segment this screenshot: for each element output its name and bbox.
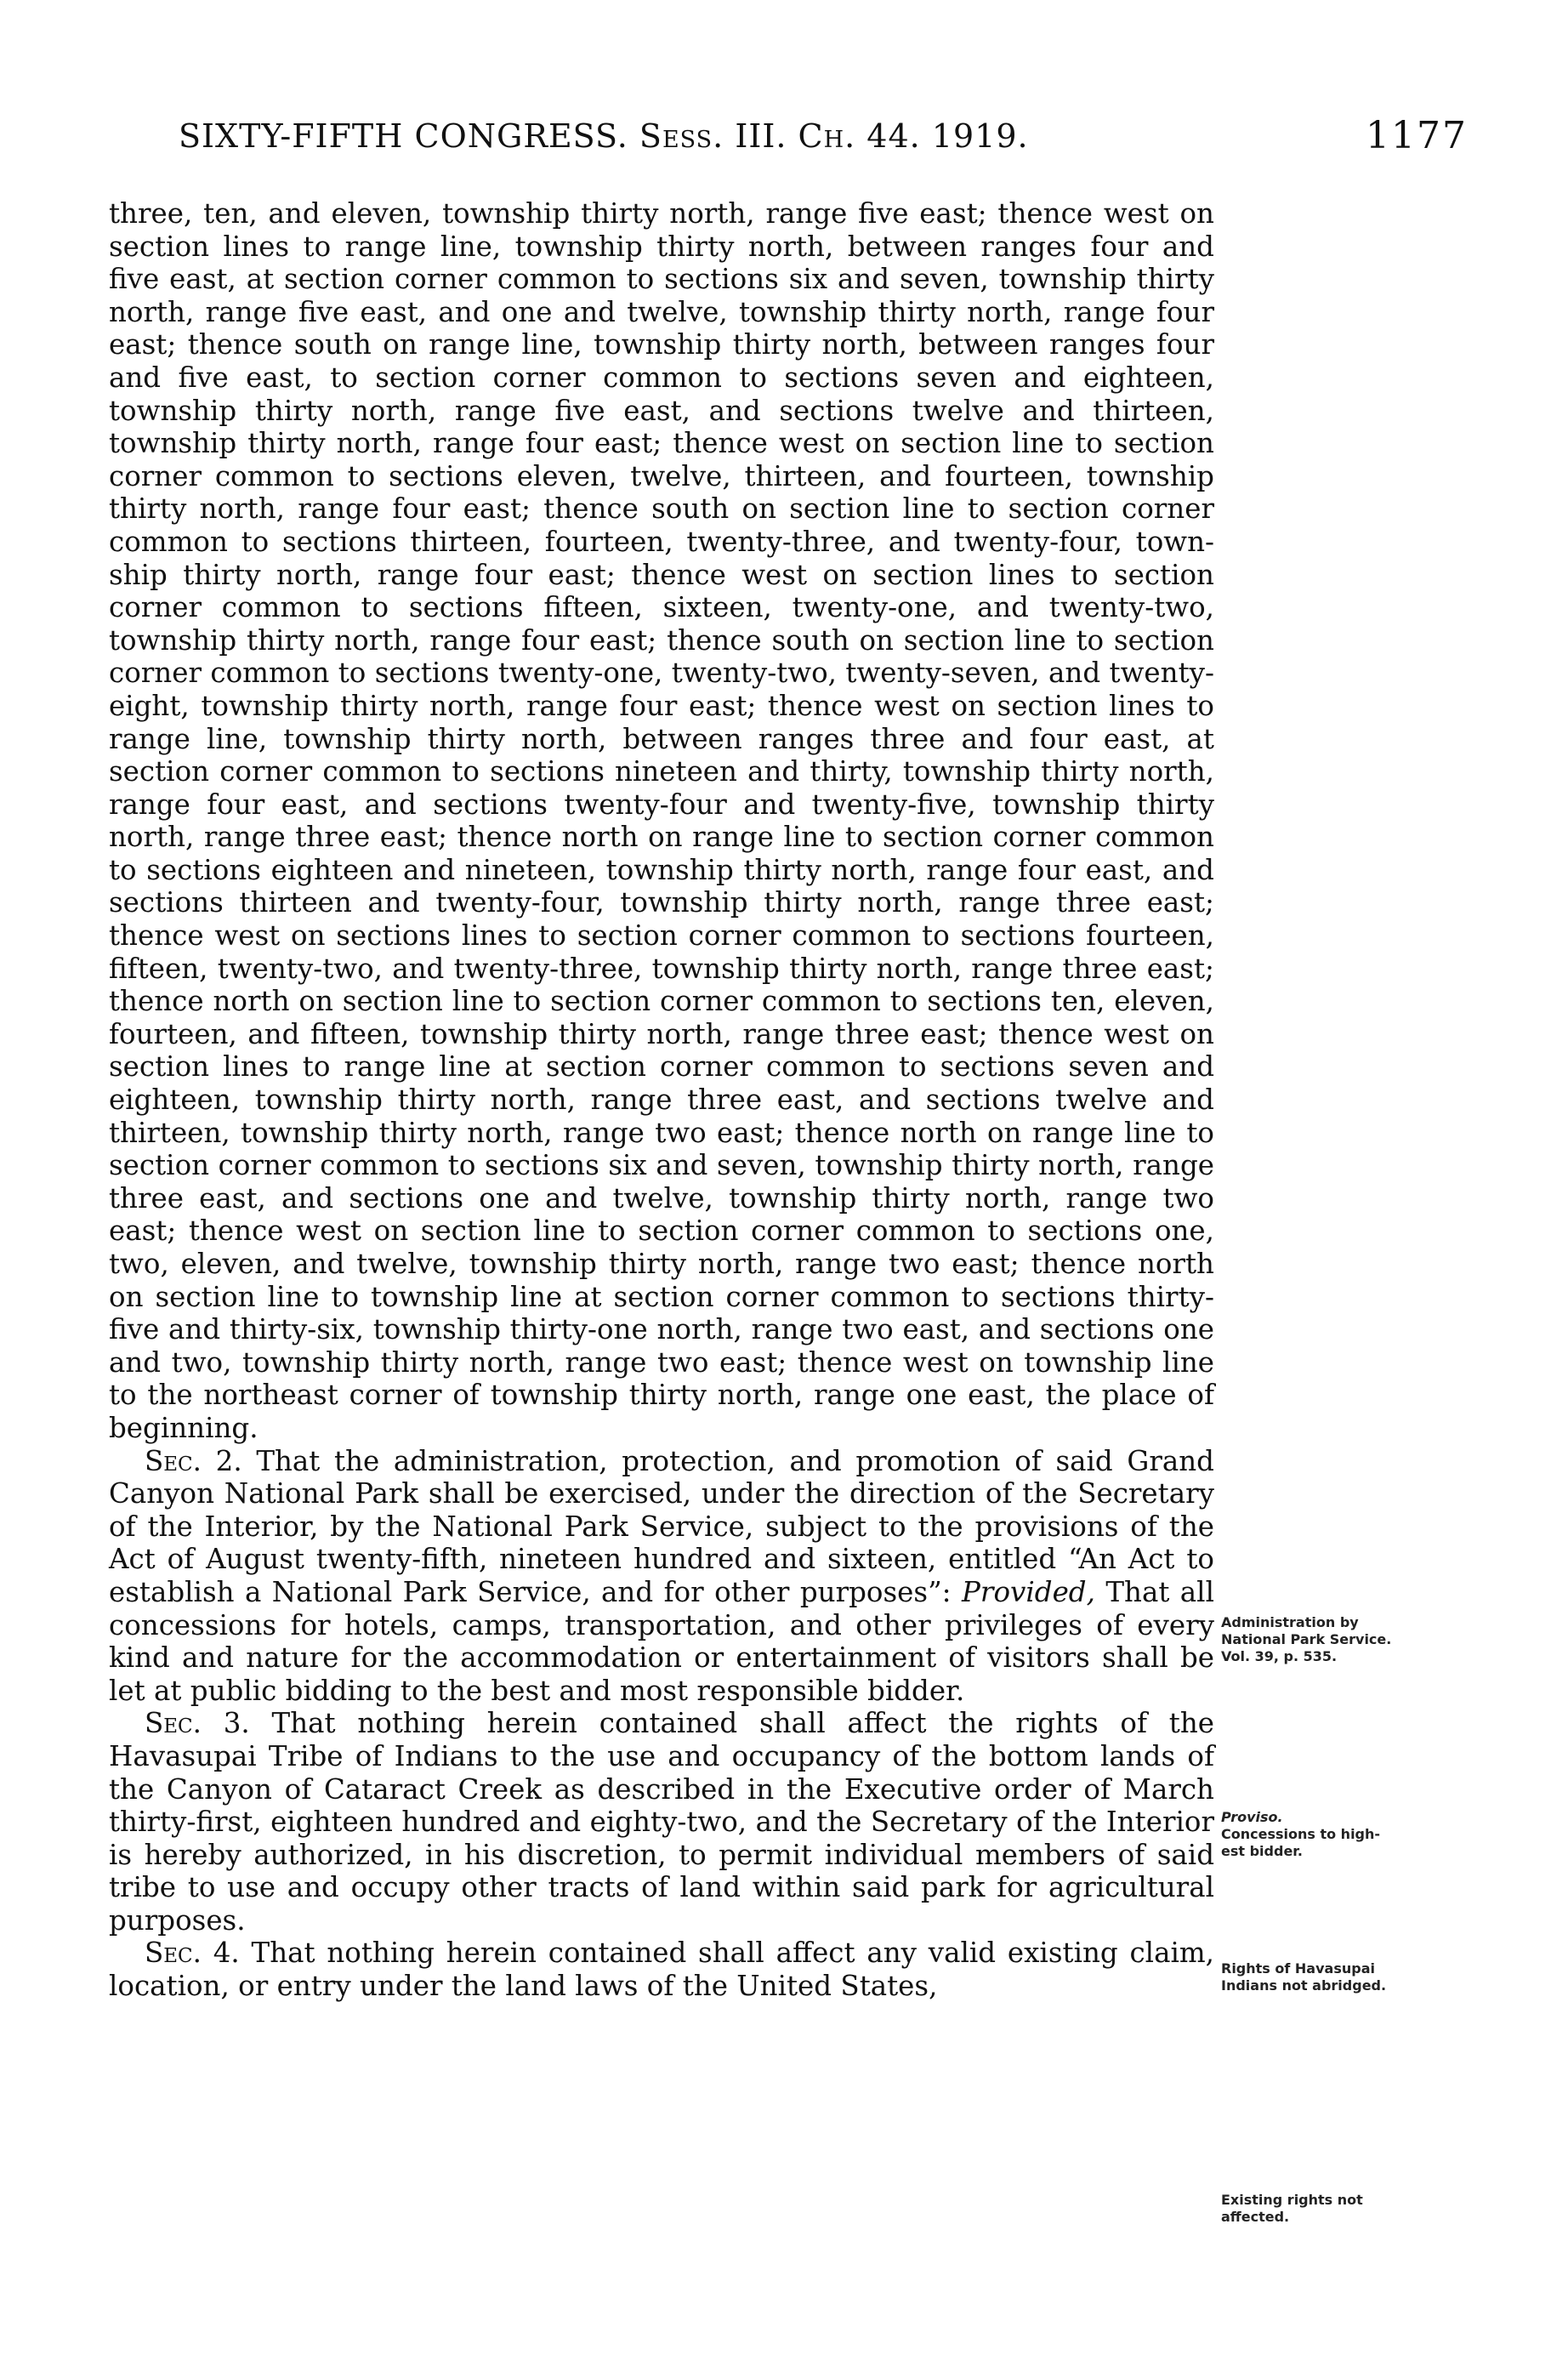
section-3-text: That nothing herein contained shall affect the rights of the Havasupai Tribe of Indians to the use and occupancy of the bottom lands of the Canyon of Cataract Creek as described in the Executive order of March thirty-first, eighteen hundred and eighty-two, and the Secretary of the Interior is hereby authorized, in his discretion, to permit individual members of said tribe to use and occupy other tracts of land within said park for agricultural purposes. [109,1707,1214,1937]
margin-note-havasupai [1221,1960,1459,1994]
margin-admin-line-2: National Park Service. [1221,1631,1392,1647]
header-chapter: Ch. 44. [798,117,921,155]
margin-havasupai-line-1: Rights of Havasupai [1221,1960,1375,1977]
section-2-proviso: Provided, [962,1575,1095,1608]
margin-note-proviso [1221,1809,1459,1860]
margin-note-administration [1221,1614,1459,1665]
margin-concessions-line-2: est bidder. [1221,1843,1303,1859]
margin-admin-line-3: Vol. 39, p. 535. [1221,1648,1338,1664]
section-2-paragraph [109,1445,1214,1708]
header-year: 1919. [931,117,1029,155]
margin-proviso: Proviso. [1221,1809,1283,1825]
header-congress: SIXTY-FIFTH CONGRESS. [179,117,628,155]
margin-existing-line-1: Existing rights not [1221,2192,1363,2208]
section-3-label: Sec. 3. [145,1707,250,1740]
header-title [179,117,1029,155]
margin-note-existing-rights [1221,2192,1459,2226]
margin-concessions-line-1: Concessions to high- [1221,1826,1381,1842]
boundary-paragraph: three, ten, and eleven, township thirty north, range five east; thence west on section lines to range line, township thirty north, between ranges four and five east, at section corner common to sections six and seven, township thirty north, range five east, and one and twelve, township thirty north, range four east; thence south on range line, township thirty north, between ranges four and five east, to section corner common to sections seven and eighteen, township thirty north, range five east, and sections twelve and thirteen, township thirty north, range four east; thence west on section line to section corner common to sections eleven, twelve, thirteen, and fourteen, township thirty north, range four east; thence south on section line to section corner common to sections thirteen, fourteen, twenty-three, and twenty-four, township thirty north, range four east; thence west on section lines to section corner common to sections fifteen, sixteen, twenty-one, and twenty-two, township thirty north, range four east; thence south on section line to section corner common to sections twenty-one, twenty-two, twenty-seven, and twenty-eight, township thirty north, range four east; thence west on section lines to range line, township thirty north, between ranges three and four east, at section corner common to sections nineteen and thirty, township thirty north, range four east, and sections twenty-four and twenty-five, township thirty north, range three east; thence north on range line to section corner common to sections eighteen and nineteen, township thirty north, range four east, and sections thirteen and twenty-four, township thirty north, range three east; thence west on sections lines to section corner common to sections fourteen, fifteen, twenty-two, and twenty-three, township thirty north, range three east; thence north on section line to section corner common to sections ten, eleven, fourteen, and fifteen, township thirty north, range three east; thence west on section lines to range line at section corner common to sections seven and eighteen, township thirty north, range three east, and sections twelve and thirteen, township thirty north, range two east; thence north on range line to section corner common to sections six and seven, township thirty north, range three east, and sections one and twelve, township thirty north, range two east; thence west on section line to section corner common to sections one, two, eleven, and twelve, township thirty north, range two east; thence north on section line to township line at section corner common to sections thirty-five and thirty-six, township thirty-one north, range two east, and sections one and two, township thirty north, range two east; thence west on township line to the northeast corner of township thirty north, range one east, the place of beginning. [109,197,1214,1444]
body-text [109,197,1214,2003]
page-number: 1177 [1366,114,1468,157]
running-header [179,114,1468,168]
section-4-paragraph [109,1937,1214,2002]
section-4-text: That nothing herein contained shall affect any valid existing claim, location, or entry under the land laws of the United States, [109,1937,1214,2003]
section-4-label: Sec. 4. [145,1937,240,1970]
section-2-text-b: That all concessions for hotels, camps, transportation, and other privileges of every kind and nature for the accommodation or entertainment of visitors shall be let at public bidding to the best and most responsible bidder. [109,1575,1214,1707]
section-2-text-a: That the administration, protection, and promotion of said Grand Canyon National Park shall be exercised, under the direction of the Secretary of the Interior, by the National Park Service, subject to the provisions of the Act of August twenty-fifth, nineteen hundred and sixteen, entitled “An Act to establish a National Park Service, and for other purposes”: [109,1444,1214,1608]
header-session: Sess. III. [639,117,787,155]
margin-havasupai-line-2: Indians not abridged. [1221,1977,1387,1994]
margin-admin-line-1: Administration by [1221,1614,1359,1630]
section-2-label: Sec. 2. [145,1444,242,1477]
section-3-paragraph [109,1707,1214,1937]
margin-existing-line-2: affected. [1221,2209,1290,2225]
